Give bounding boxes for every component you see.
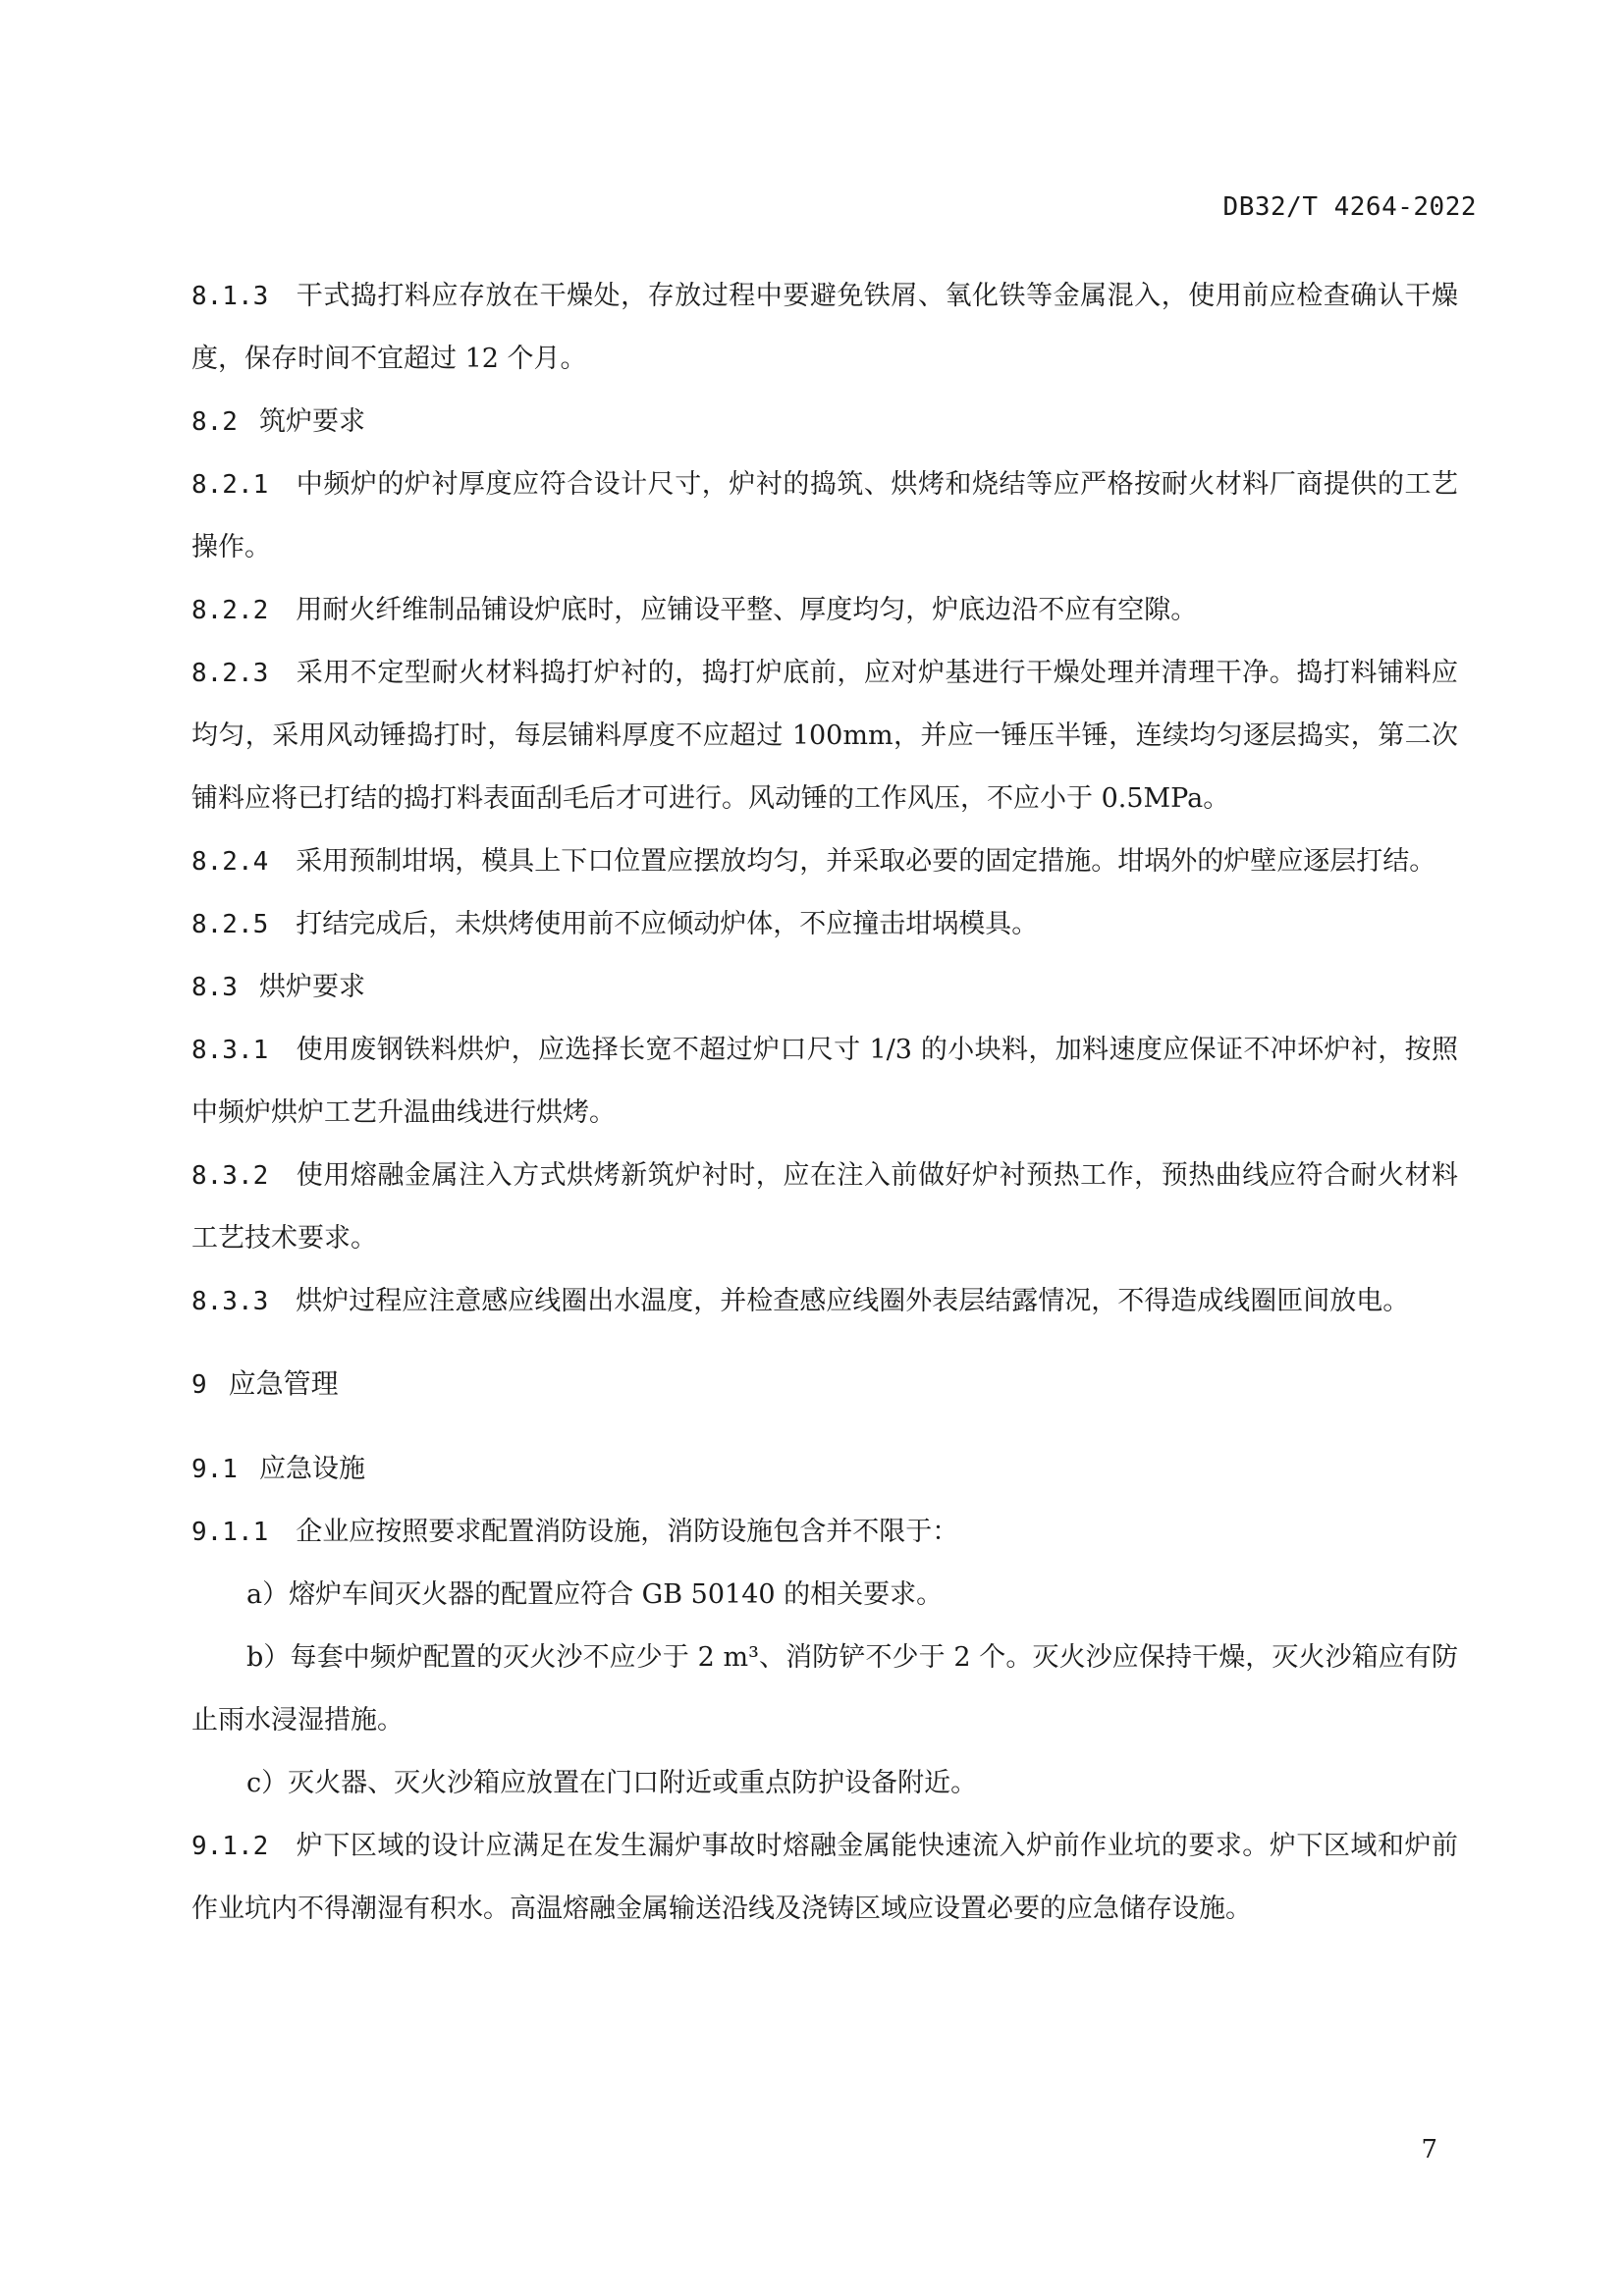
- clause-number: 8.1.3: [191, 282, 269, 311]
- section-8-3-heading: [191, 956, 1458, 1019]
- clause-number: 8.2.2: [191, 596, 269, 625]
- clause-number: 8.2.1: [191, 470, 269, 500]
- chapter-9-heading: [191, 1353, 1458, 1416]
- clause-number: 8.3.2: [191, 1161, 269, 1191]
- section-number: 8.2: [191, 407, 238, 437]
- clause-text: 使用废钢铁料烘炉，应选择长宽不超过炉口尺寸 1/3 的小块料，加料速度应保证不冲坏炉衬，按照中频炉烘炉工艺升温曲线进行烘烤。: [191, 1035, 1458, 1128]
- page-number: 7: [1421, 2135, 1437, 2164]
- clause-text: 使用熔融金属注入方式烘烤新筑炉衬时，应在注入前做好炉衬预热工作，预热曲线应符合耐火材料工艺技术要求。: [191, 1160, 1458, 1254]
- section-title: 筑炉要求: [258, 406, 365, 437]
- clause-text: 中频炉的炉衬厚度应符合设计尺寸，炉衬的捣筑、烘烤和烧结等应严格按耐火材料厂商提供的工艺操作。: [191, 469, 1458, 562]
- clause-text: 采用不定型耐火材料捣打炉衬的，捣打炉底前，应对炉基进行干燥处理并清理干净。捣打料铺料应均匀，采用风动锤捣打时，每层铺料厚度不应超过 100mm，并应一锤压半锤，连续均匀逐层捣实，第二次铺料应将已打结的捣打料表面刮毛后才可进行。风动锤的工作风压，不应小于 0.5MPa。: [191, 658, 1458, 814]
- clause-number: 8.2.4: [191, 847, 269, 877]
- list-item: c）灭火器、灭火沙箱应放置在门口附近或重点防护设备附近。: [246, 1768, 978, 1798]
- clause-8-3-3: [191, 1270, 1458, 1333]
- page-content: [191, 265, 1458, 1941]
- clause-text: 烘炉过程应注意感应线圈出水温度，并检查感应线圈外表层结露情况，不得造成线圈匝间放电。: [296, 1286, 1410, 1316]
- clause-text: 用耐火纤维制品铺设炉底时，应铺设平整、厚度均匀，炉底边沿不应有空隙。: [296, 595, 1198, 625]
- section-9-1-heading: [191, 1438, 1458, 1501]
- clause-number: 8.3.3: [191, 1287, 269, 1316]
- section-8-2-heading: [191, 391, 1458, 454]
- section-number: 8.3: [191, 973, 238, 1002]
- section-title: 烘炉要求: [258, 972, 365, 1002]
- clause-8-2-2: [191, 579, 1458, 642]
- clause-number: 8.2.3: [191, 659, 269, 688]
- clause-8-2-4: [191, 830, 1458, 893]
- clause-8-2-1: [191, 454, 1458, 579]
- clause-number: 8.2.5: [191, 910, 269, 939]
- list-item: a）熔炉车间灭火器的配置应符合 GB 50140 的相关要求。: [246, 1579, 944, 1610]
- standard-code: DB32/T 4264-2022: [1222, 192, 1477, 222]
- section-number: 9.1: [191, 1455, 238, 1484]
- clause-number: 9.1.2: [191, 1832, 269, 1861]
- clause-8-2-3: [191, 642, 1458, 830]
- clause-number: 9.1.1: [191, 1518, 269, 1547]
- clause-9-1-2: [191, 1815, 1458, 1941]
- clause-text: 企业应按照要求配置消防设施，消防设施包含并不限于：: [296, 1517, 959, 1547]
- clause-8-3-1: [191, 1019, 1458, 1145]
- clause-text: 炉下区域的设计应满足在发生漏炉事故时熔融金属能快速流入炉前作业坑的要求。炉下区域和炉前作业坑内不得潮湿有积水。高温熔融金属输送沿线及浇铸区域应设置必要的应急储存设施。: [191, 1831, 1458, 1924]
- clause-text: 采用预制坩埚，模具上下口位置应摆放均匀，并采取必要的固定措施。坩埚外的炉壁应逐层打结。: [296, 846, 1436, 877]
- list-item: b）每套中频炉配置的灭火沙不应少于 2 m³、消防铲不少于 2 个。灭火沙应保持干燥，灭火沙箱应有防止雨水浸湿措施。: [191, 1642, 1458, 1735]
- clause-8-3-2: [191, 1145, 1458, 1270]
- chapter-number: 9: [191, 1370, 207, 1400]
- clause-8-2-5: [191, 893, 1458, 956]
- section-title: 应急设施: [258, 1454, 365, 1484]
- chapter-title: 应急管理: [228, 1367, 339, 1400]
- clause-number: 8.3.1: [191, 1036, 269, 1065]
- clause-8-1-3: [191, 265, 1458, 391]
- clause-9-1-1: [191, 1501, 1458, 1564]
- clause-text: 打结完成后，未烘烤使用前不应倾动炉体，不应撞击坩埚模具。: [296, 909, 1039, 939]
- clause-text: 干式捣打料应存放在干燥处，存放过程中要避免铁屑、氧化铁等金属混入，使用前应检查确认干燥度，保存时间不宜超过 12 个月。: [191, 281, 1458, 374]
